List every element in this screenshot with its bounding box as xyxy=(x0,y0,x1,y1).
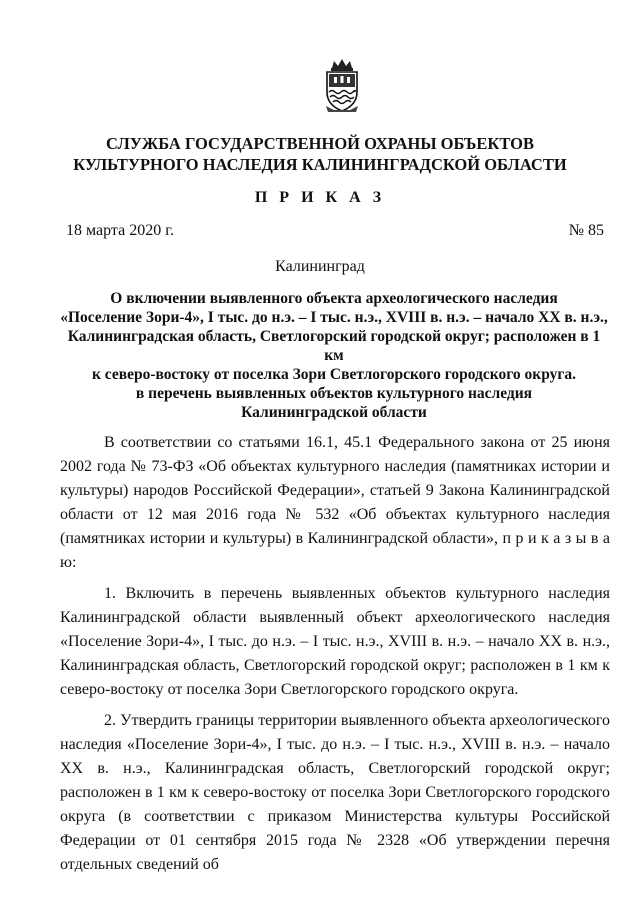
order-date: 18 марта 2020 г. xyxy=(66,222,174,239)
kaliningrad-coat-of-arms-icon xyxy=(318,58,366,114)
organization-name-line2: КУЛЬТУРНОГО НАСЛЕДИЯ КАЛИНИНГРАДСКОЙ ОБЛАСТИ xyxy=(73,155,567,174)
clause-2-paragraph: 2. Утвердить границы территории выявленного объекта археологического наследия «Поселение Зори-4», I тыс. до н.э. – I тыс. н.э., XVIII в. н.э. – начало XX в. н.э., Калининградская область, Светлогорский городской округ; расположен в 1 км к северо-востоку от поселка Зори Светлогорского городского округа (в соответствии с приказом Министерства культуры Российской Федерации от 01 сентября 2015 года № 2328 «Об утверждении перечня отдельных сведений об xyxy=(60,712,610,873)
organization-name-line1: СЛУЖБА ГОСУДАРСТВЕННОЙ ОХРАНЫ ОБЪЕКТОВ xyxy=(105,134,534,153)
subject-line: «Поселение Зори-4», I тыс. до н.э. – I тыс. н.э., XVIII в. н.э. – начало XX в. н.э., xyxy=(60,309,608,326)
document-type: П Р И К А З xyxy=(254,189,386,206)
subject-line: Калининградская область, Светлогорский городской округ; расположен в 1 км xyxy=(67,328,601,364)
clause-1-paragraph: 1. Включить в перечень выявленных объектов культурного наследия Калининградской области выявленный объект археологического наследия «Поселение Зори-4», I тыс. до н.э. – I тыс. н.э., XVIII в. н.э. – начало XX в. н.э., Калининградская область, Светлогорский городской округ; расположен в 1 км к северо-востоку от поселка Зори Светлогорского городского округа. xyxy=(60,585,610,698)
organization-name xyxy=(0,133,640,175)
order-body xyxy=(60,431,610,877)
order-subject xyxy=(60,289,608,422)
subject-line: к северо-востоку от поселка Зори Светлогорского городского округа. xyxy=(91,366,577,383)
subject-line: О включении выявленного объекта археологического наследия xyxy=(110,290,558,307)
subject-line: в перечень выявленных объектов культурного наследия xyxy=(135,385,533,402)
subject-line: Калининградской области xyxy=(241,404,427,421)
city-name: Калининград xyxy=(275,258,365,275)
order-number: № 85 xyxy=(568,222,604,239)
preamble-paragraph: В соответствии со статьями 16.1, 45.1 Федерального закона от 25 июня 2002 года № 73-ФЗ «Об объектах культурного наследия (памятниках истории и культуры) народов Российской Федерации», статьей 9 Закона Калининградской области от 12 мая 2016 года № 532 «Об объектах культурного наследия (памятниках истории и культуры) в Калининградской области», п р и к а з ы в а ю: xyxy=(60,434,610,571)
